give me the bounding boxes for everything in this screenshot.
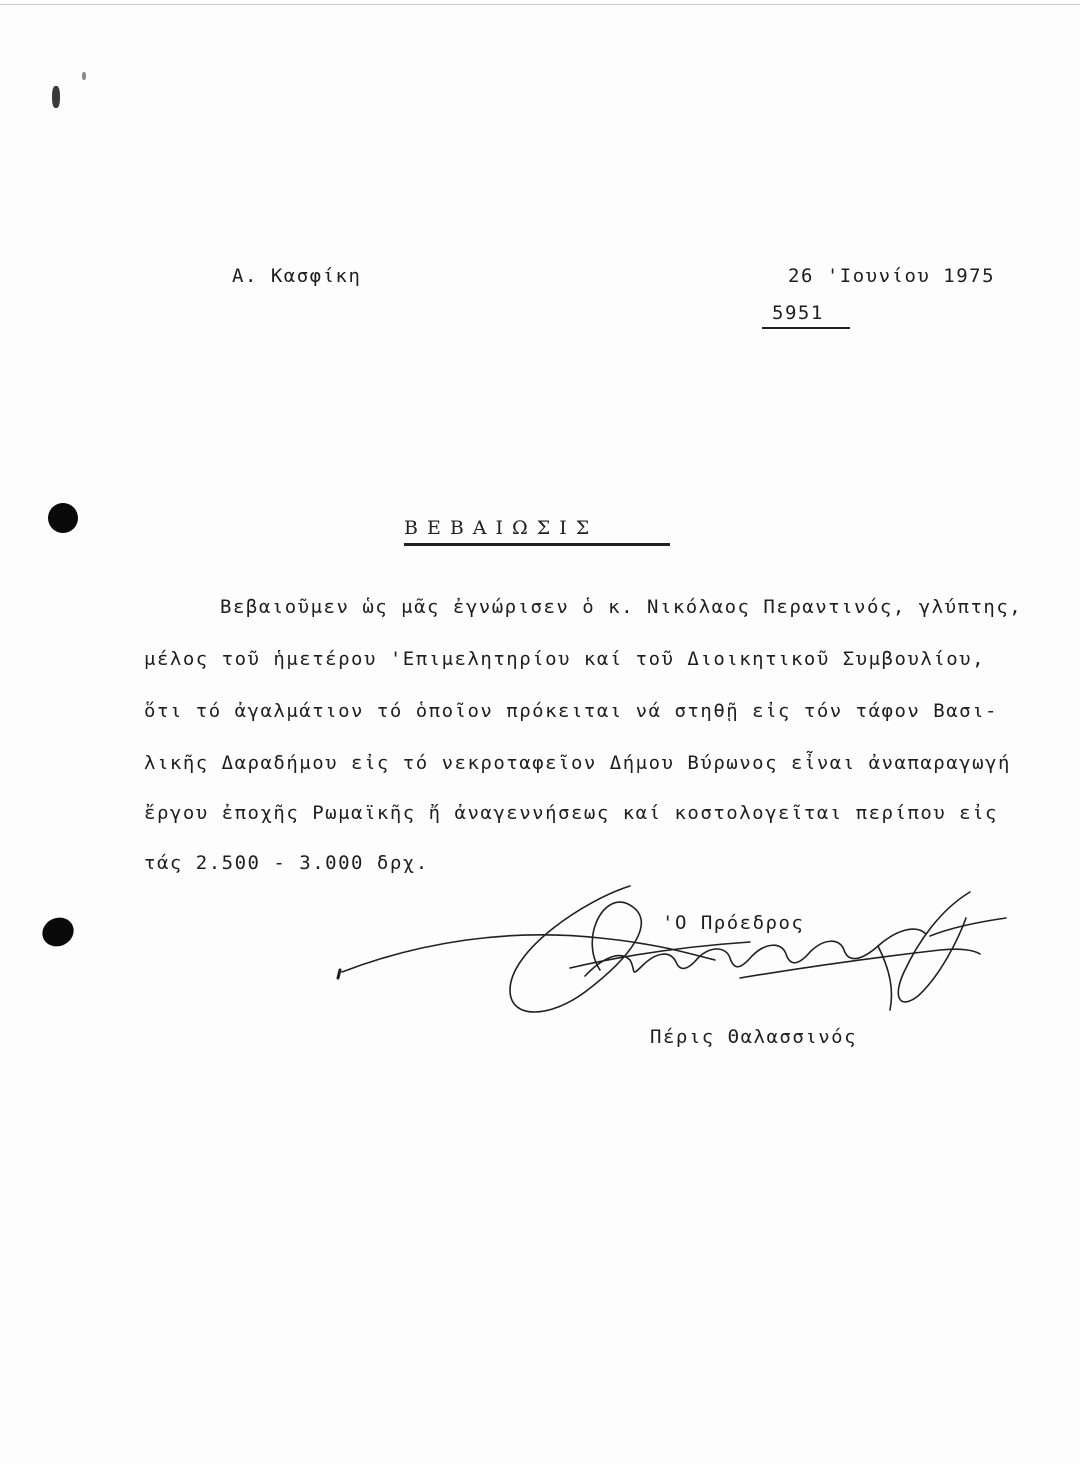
body-line-2: μέλος τοῦ ἡμετέρου 'Επιμελητηρίου καί τοῦ Διοικητικοῦ Συμβουλίου, <box>144 648 986 670</box>
letter-date: 26 'Ιουνίου 1975 <box>788 265 996 287</box>
document-title: ΒΕΒΑΙΩΣΙΣ <box>404 517 599 539</box>
body-line-5: ἔργου ἐποχῆς Ρωμαϊκῆς ἤ ἀναγεννήσεως καί κοστολογεῖται περίπου εἰς <box>144 802 998 824</box>
title-underline <box>404 543 670 546</box>
signatory-name: Πέρις Θαλασσινός <box>650 1026 858 1048</box>
signatory-title: 'Ο Πρόεδρος <box>662 912 805 934</box>
punch-hole-lower <box>38 913 79 952</box>
corner-mark-small <box>82 72 86 80</box>
body-line-4: λικῆς Δαραδήμου εἰς τό νεκροταφεῖον Δήμου Βύρωνος εἶναι ἀναπαραγωγή <box>144 752 1011 774</box>
sender-initials: Α. Κασφίκη <box>232 265 362 287</box>
handwritten-signature <box>330 880 1030 1040</box>
body-line-3: ὅτι τό ἀγαλμάτιον τό ὁποῖον πρόκειται νά στηθῇ εἰς τόν τάφον Βασι- <box>144 700 998 722</box>
corner-mark <box>52 86 60 108</box>
reference-underline <box>762 327 850 329</box>
body-line-1: Βεβαιοῦμεν ὡς μᾶς ἐγνώρισεν ὁ κ. Νικόλαος Περαντινός, γλύπτης, <box>220 596 1023 618</box>
punch-hole-upper <box>48 503 78 533</box>
page-top-edge <box>0 4 1080 5</box>
reference-number: 5951 <box>772 302 824 324</box>
body-line-6: τάς 2.500 - 3.000 δρχ. <box>144 852 429 874</box>
